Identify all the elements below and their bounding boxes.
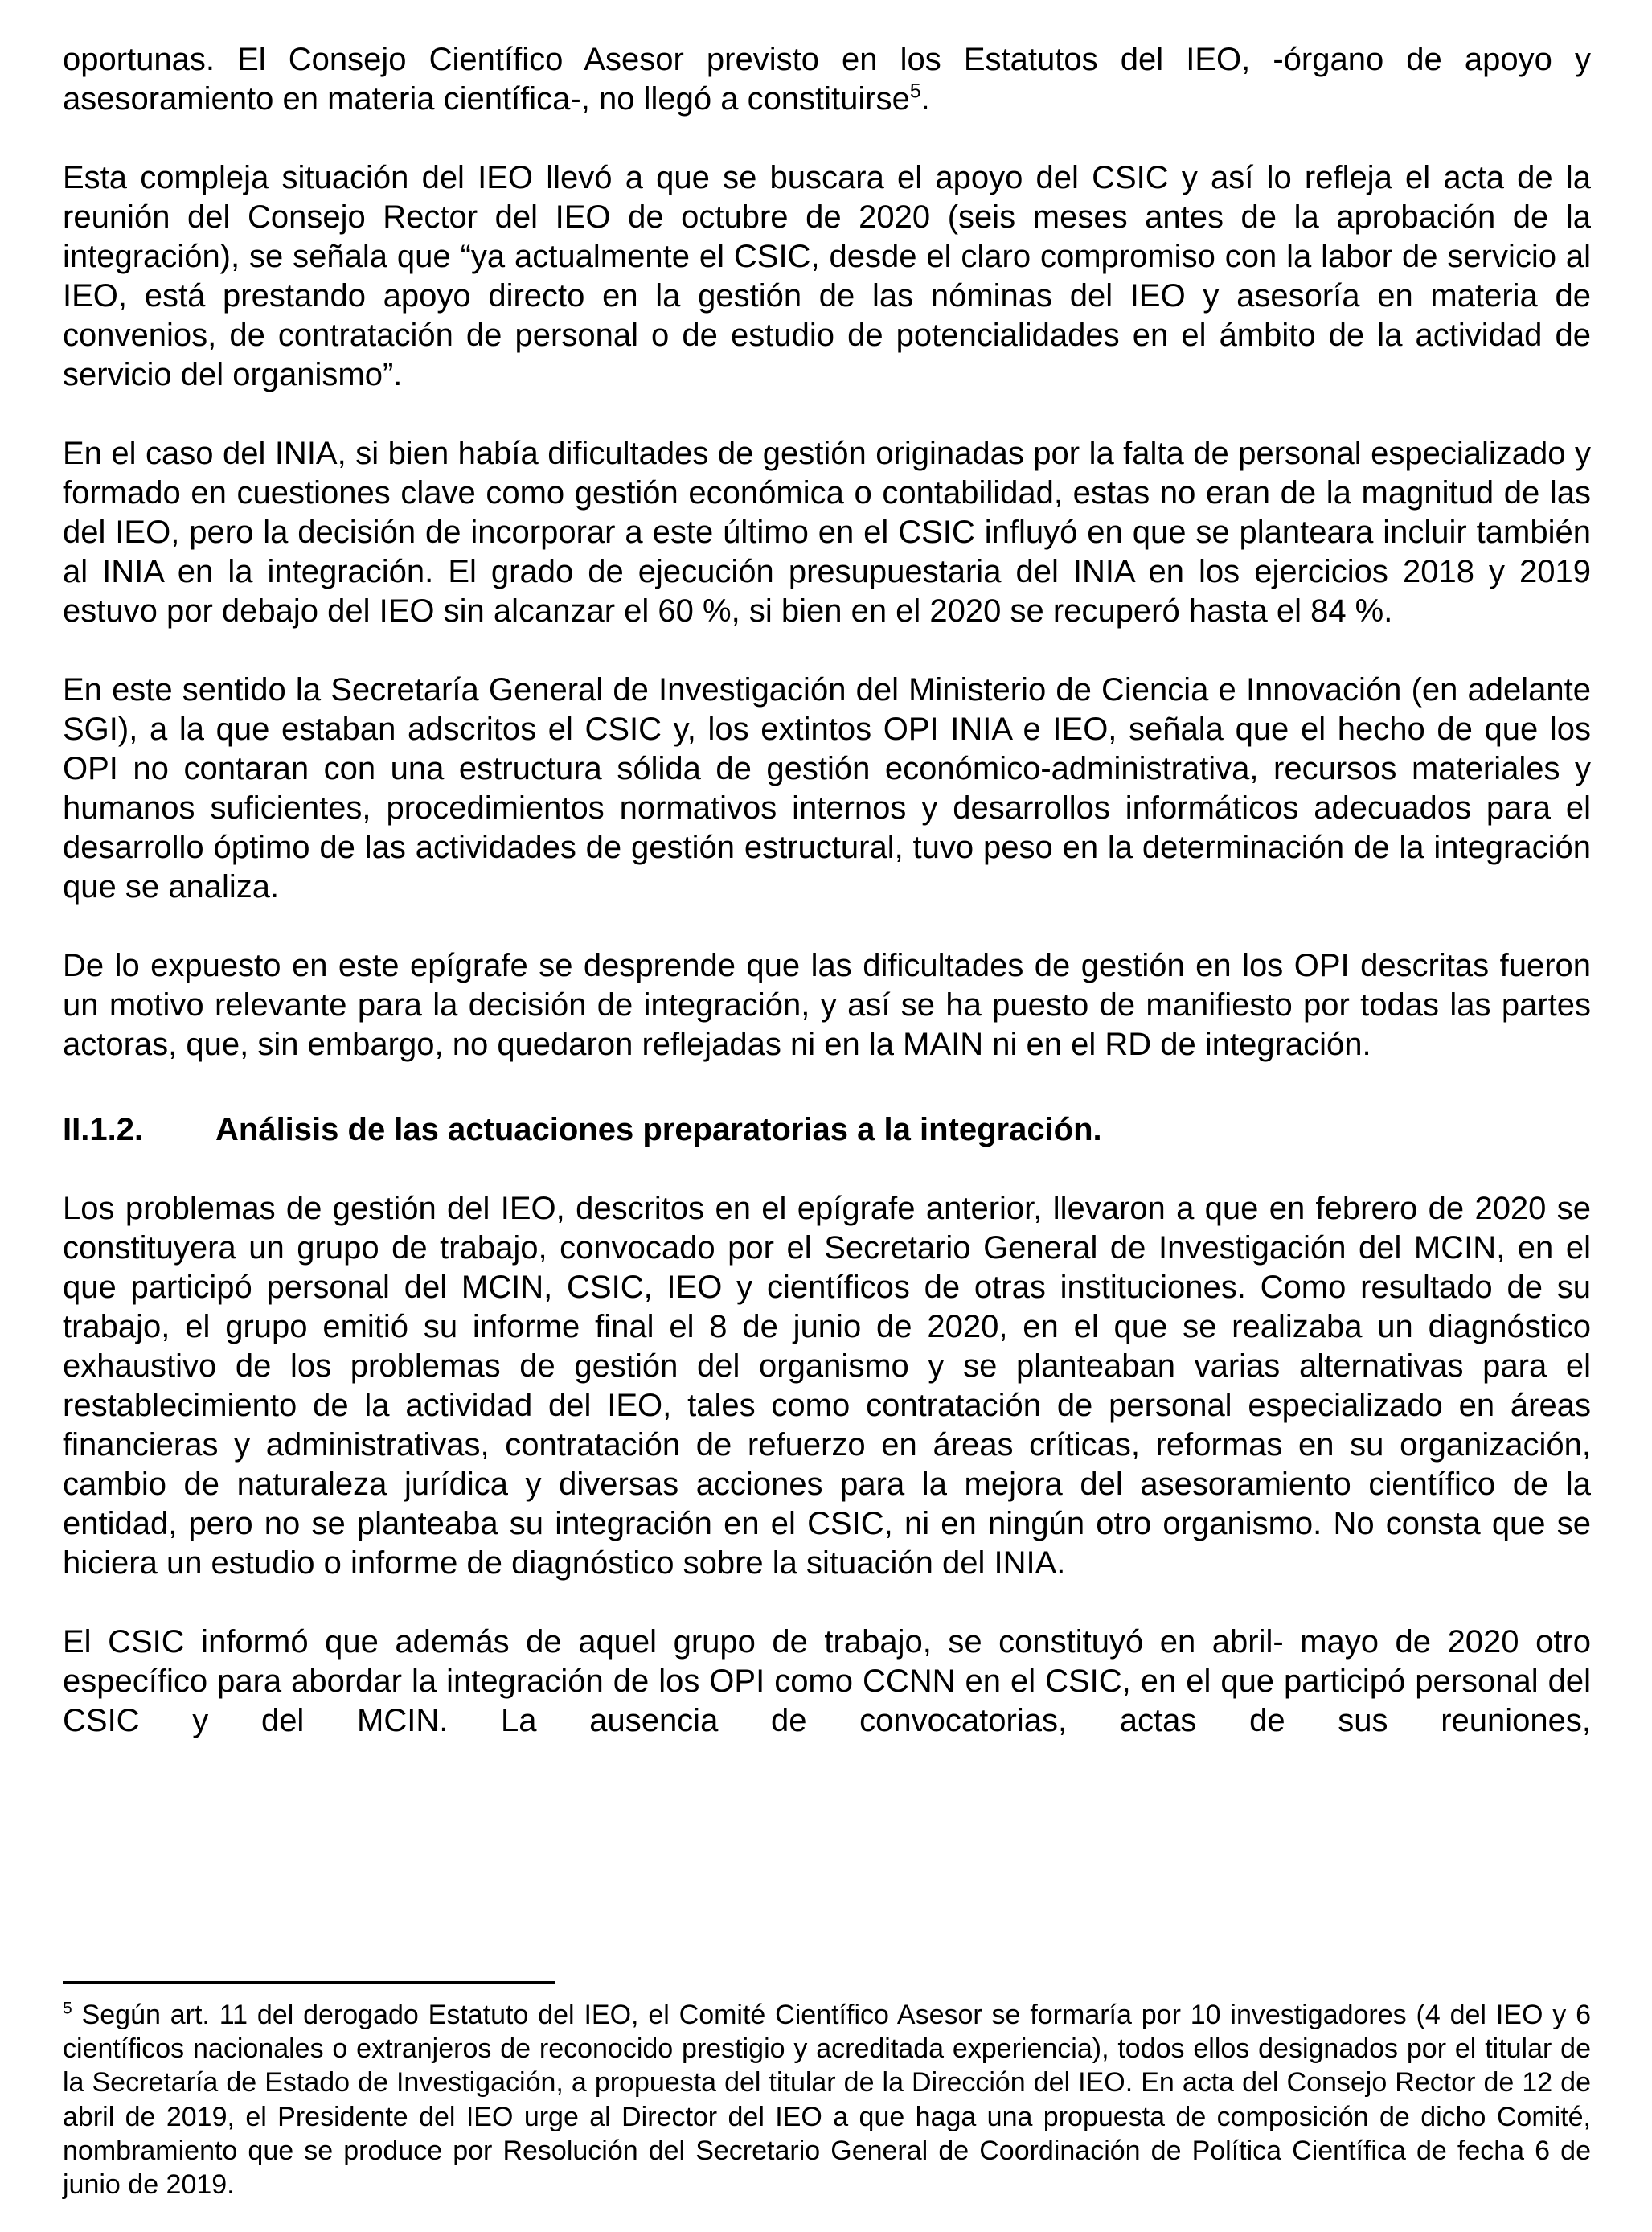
footnote-reference-5: 5 [909,80,921,103]
paragraph-1-text: oportunas. El Consejo Científico Asesor previsto en los Estatutos del IEO, -órgano de apoyo y asesoramiento en materia científica-, no llegó a constituirse [63,42,1591,117]
footnote-block [63,1981,1591,2201]
paragraph-5: De lo expuesto en este epígrafe se desprende que las dificultades de gestión en los OPI descritas fueron un motivo relevante para la decisión de integración, y así se ha puesto de manifiesto por todas las partes actoras, que, sin embargo, no quedaron reflejadas ni en la MAIN ni en el RD de integración. [63,948,1591,1062]
section-heading-number: II.1.2. [63,1112,144,1147]
footnote-separator [63,1981,555,1984]
paragraph-2: Esta compleja situación del IEO llevó a que se buscara el apoyo del CSIC y así lo refleja el acta de la reunión del Consejo Rector del IEO de octubre de 2020 (seis meses antes de la aprobación de la integración), se señala que “ya actualmente el CSIC, desde el claro compromiso con la labor de servicio al IEO, está prestando apoyo directo en la gestión de las nóminas del IEO y asesoría en materia de convenios, de contratación de personal o de estudio de potencialidades en el ámbito de la actividad de servicio del organismo”. [63,160,1591,392]
section-heading [63,1110,1591,1150]
paragraph-1 [63,40,1591,119]
paragraph-7: El CSIC informó que además de aquel grupo de trabajo, se constituyó en abril- mayo de 2020 otro específico para abordar la integración de los OPI como CCNN en el CSIC, en el que participó personal del CSIC y del MCIN. La ausencia de convocatorias, actas de sus reuniones, [63,1624,1591,1738]
paragraph-3: En el caso del INIA, si bien había dificultades de gestión originadas por la falta de personal especializado y formado en cuestiones clave como gestión económica o contabilidad, estas no eran de la magnitud de las del IEO, pero la decisión de incorporar a este último en el CSIC influyó en que se planteara incluir también al INIA en la integración. El grado de ejecución presupuestaria del INIA en los ejercicios 2018 y 2019 estuvo por debajo del IEO sin alcanzar el 60 %, si bien en el 2020 se recuperó hasta el 84 %. [63,436,1591,629]
footnote-5-text: Según art. 11 del derogado Estatuto del IEO, el Comité Científico Asesor se formaría por 10 investigadores (4 del IEO y 6 científicos nacionales o extranjeros de reconocido prestigio y acreditada experiencia), todos ellos designados por el titular de la Secretaría de Estado de Investigación, a propuesta del titular de la Dirección del IEO. En acta del Consejo Rector de 12 de abril de 2019, el Presidente del IEO urge al Director del IEO a que haga una propuesta de composición de dicho Comité, nombramiento que se produce por Resolución del Secretario General de Coordinación de Política Científica de fecha 6 de junio de 2019. [63,2000,1591,2200]
section-heading-title: Análisis de las actuaciones preparatorias a la integración. [215,1112,1102,1147]
footnote-5 [63,1998,1591,2201]
paragraph-4: En este sentido la Secretaría General de Investigación del Ministerio de Ciencia e Innovación (en adelante SGI), a la que estaban adscritos el CSIC y, los extintos OPI INIA e IEO, señala que el hecho de que los OPI no contaran con una estructura sólida de gestión económico-administrativa, recursos materiales y humanos suficientes, procedimientos normativos internos y desarrollos informáticos adecuados para el desarrollo óptimo de las actividades de gestión estructural, tuvo peso en la determinación de la integración que se analiza. [63,672,1591,905]
footnote-5-marker: 5 [63,1999,72,2018]
paragraph-6: Los problemas de gestión del IEO, descritos en el epígrafe anterior, llevaron a que en febrero de 2020 se constituyera un grupo de trabajo, convocado por el Secretario General de Investigación del MCIN, en el que participó personal del MCIN, CSIC, IEO y científicos de otras instituciones. Como resultado de su trabajo, el grupo emitió su informe final el 8 de junio de 2020, en el que se realizaba un diagnóstico exhaustivo de los problemas de gestión del organismo y se planteaban varias alternativas para el restablecimiento de la actividad del IEO, tales como contratación de personal especializado en áreas financieras y administrativas, contratación de refuerzo en áreas críticas, reformas en su organización, cambio de naturaleza jurídica y diversas acciones para la mejora del asesoramiento científico de la entidad, pero no se planteaba su integración en el CSIC, ni en ningún otro organismo. No consta que se hiciera un estudio o informe de diagnóstico sobre la situación del INIA. [63,1191,1591,1581]
paragraph-1-period: . [920,81,930,117]
